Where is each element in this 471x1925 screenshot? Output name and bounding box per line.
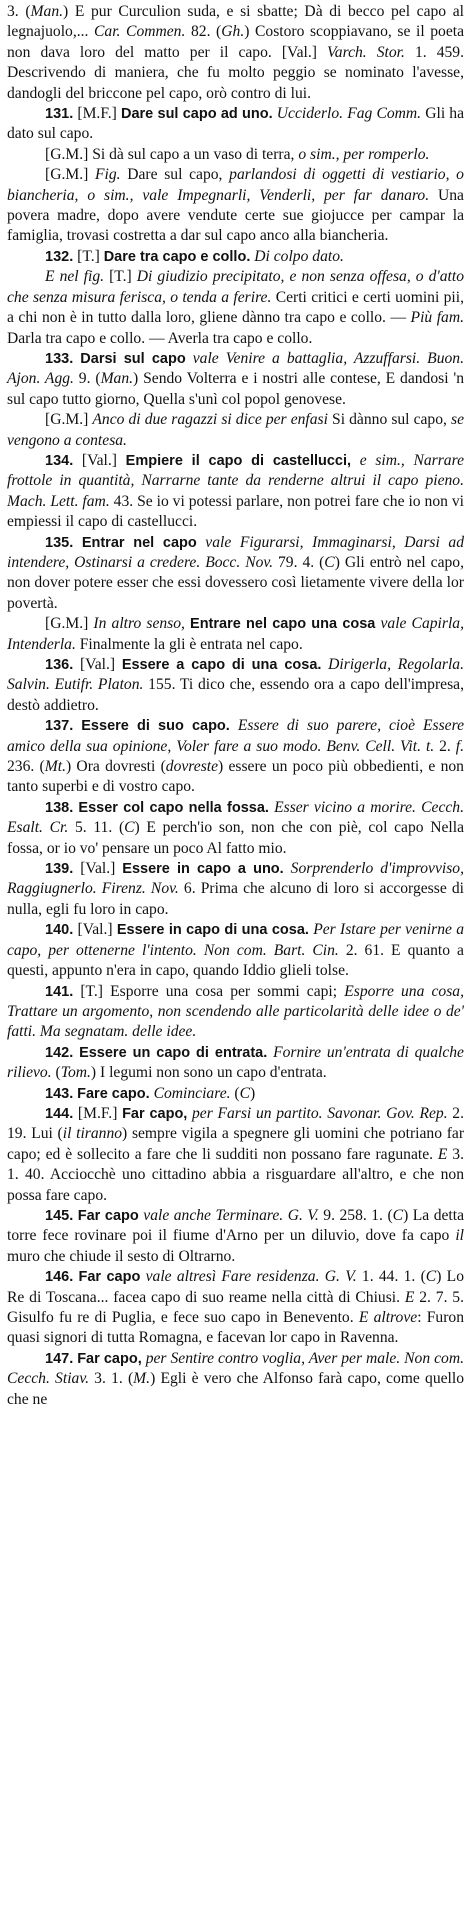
entry-number: 146. [45, 1269, 74, 1286]
entry-number: 134. [45, 452, 74, 469]
dictionary-entry-140 [7, 920, 464, 981]
italic-text: E [404, 1288, 415, 1306]
entry-headword: Essere di suo capo. [81, 718, 230, 735]
entry-number: 131. [45, 106, 74, 123]
italic-text: C [425, 1268, 437, 1286]
entry-number: 136. [45, 657, 74, 673]
entry-headword: Esser col capo nella fossa. [78, 799, 269, 816]
entry-text: [T.] [104, 268, 137, 286]
entry-number: 132. [45, 248, 74, 265]
entry-text: ) E pur Curculion suda, e si sbatte; Dà di becco pel capo al legnajuolo,... [7, 3, 464, 41]
dictionary-entry-137 [7, 716, 464, 798]
entry-text: 2. 7. 5. Gisulfo fu re di Puglia, e fece suo capo in Benevento. [7, 1288, 465, 1326]
italic-text: E nel fig. [45, 268, 105, 286]
entry-text: Gli ha dato sul capo. [7, 105, 465, 143]
entry-text: 155. Ti dico che, essendo ora a capo dell'impresa, destò addietro. [7, 676, 464, 714]
italic-text: E [437, 1145, 448, 1163]
text-column [7, 2, 464, 1410]
italic-text: o sim., per romperlo. [298, 145, 430, 163]
italic-text: Man. [30, 3, 64, 20]
italic-text: vale Capirla, Intenderla. [7, 615, 464, 653]
entry-text: ( [51, 1064, 61, 1082]
entry-headword: Essere a capo di una cosa. [121, 657, 322, 673]
italic-text: Gh. [221, 23, 245, 41]
entry-text: ) [250, 1084, 256, 1102]
entry-text: Darla tra capo e collo. — Averla tra capo e collo. [7, 329, 313, 347]
dictionary-entry-131-gm [7, 145, 464, 165]
entry-number: 142. [45, 1044, 74, 1061]
entry-text: [T.] [73, 247, 104, 265]
dictionary-entry-136 [7, 655, 464, 716]
dictionary-entry-135-gm [7, 614, 464, 655]
entry-text: [Val.] [73, 921, 117, 939]
entry-text: 6. Prima che alcuno di loro si accorgesse di nulla, egli fu loro in capo. [7, 880, 464, 918]
entry-headword: Dare tra capo e collo. [103, 248, 251, 265]
italic-text: C [124, 819, 135, 837]
entry-headword: Dare sul capo ad uno. [121, 106, 273, 123]
italic-text: per Sentire contro voglia, Aver per male. Non com. Cecch. Stiav. [7, 1349, 464, 1388]
entry-text: ) La detta torre fece rovinare poi il fiume d'Arno per un diluvio, dove fa capo [7, 1206, 465, 1245]
italic-text: Per Istare per venirne a capo, per ottenerne l'intento. Non com. Bart. Cin. [7, 921, 464, 959]
italic-text: C [324, 553, 335, 571]
entry-text: ) Ora dovresti ( [65, 758, 166, 776]
entry-text: ) Sendo Volterra e i nostri alle contese, E dandosi 'n sul capo tutto giorno, Quella s'unì col popol genovese. [7, 370, 465, 408]
dictionary-entry-146 [7, 1267, 464, 1349]
italic-text: Fig. [95, 166, 121, 184]
entry-text: muro che chiude il sesto di Oltrarno. [7, 1247, 236, 1265]
italic-text: vale altresì Fare residenza. G. V. [140, 1268, 357, 1286]
entry-text: [G.M.] [45, 615, 94, 633]
entry-text: ) essere un poco più obbedienti, e non tanto superbi e di vostro capo. [7, 758, 464, 796]
entry-text: [Val.] [73, 860, 123, 878]
entry-headword: Entrar nel capo [81, 534, 197, 551]
italic-text: parlandosi di oggetti di vestiario, o biancheria, o sim., vale Impegnarli, Venderli, per far danaro. [7, 166, 464, 204]
italic-text: E altrove [358, 1309, 418, 1326]
entry-text [73, 534, 82, 551]
entry-headword: Empiere il capo di castellucci, [125, 452, 352, 469]
italic-text: Di colpo dato. [250, 247, 344, 265]
entry-text: Dare sul capo, [120, 166, 230, 184]
entry-text: [T.] Esporre una cosa per sommi capi; [73, 982, 345, 1000]
dictionary-entry-131 [7, 104, 464, 145]
italic-text: vale anche Terminare. G. V. [138, 1206, 319, 1224]
entry-number: 141. [45, 983, 74, 1000]
entry-text: ) Lo Re di Toscana... facea capo di suo reame nella città di Chiusi. [7, 1268, 464, 1306]
dictionary-entry-133-gm [7, 410, 464, 451]
dictionary-entry-134 [7, 451, 464, 533]
dictionary-entry-144 [7, 1104, 464, 1206]
entry-text: [G.M.] [45, 411, 93, 429]
entry-text: 2. 19. Lui ( [7, 1104, 464, 1143]
entry-text: Certi critici e certi uomini pii, a chi non è in tutto dalla loro, gliene dànno tra capo e collo. — [7, 288, 464, 327]
entry-text: 3. 1. ( [88, 1370, 134, 1388]
italic-text: Tom. [60, 1064, 91, 1082]
entry-headword: Far capo, [77, 1350, 142, 1367]
entry-headword: Essere in capo di una cosa. [116, 922, 309, 939]
entry-text: 82. ( [185, 23, 222, 41]
italic-text: il tiranno [62, 1125, 123, 1143]
entry-headword: Far capo [77, 1207, 139, 1224]
entry-text: 79. 4. ( [273, 553, 325, 571]
dictionary-entry-141 [7, 982, 464, 1043]
entry-headword: Essere un capo di entrata. [79, 1044, 268, 1061]
italic-text: vale Figurarsi, Immaginarsi, Darsi ad intendere, Ostinarsi a credere. Bocc. Nov. [7, 533, 464, 571]
italic-text: Cominciare. [149, 1084, 231, 1102]
entry-number: 137. [45, 718, 74, 735]
entry-text: ) Costoro scoppiavano, se il poeta non dava loro del matto per il capo. [Val.] [7, 23, 465, 61]
italic-text: In altro senso, [93, 615, 185, 633]
entry-text: [G.M.] [45, 166, 95, 184]
italic-text: f. [455, 737, 464, 755]
italic-text: se vengono a contesa. [7, 411, 465, 449]
italic-text: Man. [100, 370, 134, 388]
entry-text: 236. ( [7, 758, 45, 776]
entry-number: 144. [45, 1105, 74, 1122]
italic-text: Sorprenderlo d'improvviso, Raggiugnerlo. Firenz. Nov. [7, 860, 464, 898]
italic-text: Car. Commen. [94, 23, 186, 41]
entry-text: 9. ( [73, 370, 101, 388]
italic-text: M. [133, 1370, 151, 1388]
entry-text: [M.F.] [73, 1104, 123, 1122]
italic-text: Esser vicino a morire. Cecch. Esalt. Cr. [7, 798, 464, 837]
italic-text: per Farsi un partito. Savonar. Gov. Rep. [187, 1104, 448, 1122]
entry-number: 133. [45, 350, 74, 367]
italic-text: Fornire un'entrata di qualche rilievo. [7, 1043, 464, 1082]
dictionary-entry-133 [7, 349, 464, 410]
entry-text: 5. 11. ( [68, 819, 125, 837]
dictionary-entry-intro [7, 2, 464, 104]
entry-text: 1. 44. 1. ( [356, 1268, 426, 1286]
italic-text: Essere di suo parere, cioè Essere amico della sua opinione, Voler fare a suo modo. Benv. Cell. Vit. [7, 717, 464, 755]
entry-text: [Val.] [73, 656, 122, 673]
dictionary-entry-143 [7, 1084, 464, 1104]
entry-text: ) I legumi non sono un capo d'entrata. [90, 1064, 327, 1082]
italic-text: Anco di due ragazzi si dice per enfasi [92, 411, 328, 429]
italic-text: C [239, 1084, 251, 1102]
italic-text: Più fam. [410, 309, 464, 327]
dictionary-entry-145 [7, 1206, 464, 1267]
italic-text: C [392, 1206, 404, 1224]
italic-text: il [455, 1227, 464, 1245]
italic-text: t. [425, 737, 435, 755]
italic-text: Esporre una cosa, Trattare un argomento, non scendendo alle particolarità delle idee o de' fatti. Ma segnatam. delle idee. [7, 982, 464, 1041]
entry-text: Una povera madre, dopo avere vendute certe sue giojucce per campar la famiglia, trovasi costretta a dar sul capo anco alla biancheria. [7, 186, 464, 245]
entry-number: 143. [45, 1085, 74, 1102]
dictionary-entry-132 [7, 247, 464, 267]
entry-text: 43. Se io vi potessi parlare, non potrei fare che io non vi empiessi il capo di castellucci. [7, 492, 464, 531]
entry-text: 9. 258. 1. ( [318, 1206, 393, 1224]
entry-number: 147. [45, 1350, 74, 1367]
entry-text: [G.M.] Si dà sul capo a un vaso di terra, [45, 145, 299, 163]
entry-text: [Val.] [73, 451, 126, 469]
entry-text: 3. ( [7, 3, 31, 20]
entry-headword: Fare capo. [77, 1085, 150, 1102]
entry-text: 1. 459. Descrivendo di maniera, che fu molto peggio se nominato l'avesse, dandogli del briccone pel capo, orò contro di lui. [7, 43, 464, 102]
entry-text: 3. 1. 40. Acciocchè uno cittadino abbia a risguardare all'altro, e che non possa fare capo. [7, 1145, 465, 1204]
italic-text: dovreste [165, 758, 219, 776]
entry-text: : Furon quasi signori di tutta Romagna, e facevan lor capo in Ravenna. [7, 1309, 464, 1347]
entry-text: ) E perch'io son, non che con piè, col capo Nella fossa, or io vo' pensare un poco Al fatto mio. [7, 819, 464, 857]
dictionary-entry-142 [7, 1043, 464, 1084]
entry-headword: Darsi sul capo [80, 350, 186, 367]
entry-number: 135. [45, 534, 74, 551]
entry-number: 139. [45, 861, 74, 878]
italic-text: Di giudizio precipitato, e non senza offesa, o d'atto che senza misura ferisca, o tenda a ferire. [7, 268, 465, 306]
entry-text: ) Gli entrò nel capo, non dover potere esser che essi dovessero così lietamente vivere della lor povertà. [7, 553, 465, 612]
entry-number: 138. [45, 799, 74, 816]
entry-headword: Essere in capo a uno. [122, 861, 284, 878]
italic-text: e sim., Narrare frottole in quantità, Narrarne tante da renderne altrui il capo pieno. Mach. Lett. fam. [7, 451, 464, 510]
entry-headword: Far capo [78, 1269, 141, 1286]
entry-text: ( [230, 1084, 240, 1102]
entry-text: Si dànno sul capo, [327, 411, 452, 429]
italic-text: Dirigerla, Regolarla. Salvin. Eutifr. Platon. [7, 656, 464, 694]
entry-text: 2. 61. E quanto a questi, appunto n'era in capo, quando Iddio glieli tolse. [7, 941, 464, 980]
dictionary-entry-147 [7, 1349, 464, 1410]
dictionary-entry-132-fig [7, 267, 464, 349]
entry-text: Finalmente la gli è entrata nel capo. [75, 635, 303, 653]
dictionary-entry-131-gm-fig [7, 165, 464, 247]
dictionary-entry-135 [7, 533, 464, 615]
dictionary-entry-138 [7, 798, 464, 859]
entry-headword: Entrare nel capo una cosa [190, 616, 376, 633]
entry-text: 2. [434, 737, 456, 755]
entry-number: 145. [45, 1207, 74, 1224]
entry-text: [M.F.] [73, 105, 121, 123]
entry-text: ) Egli è vero che Alfonso farà capo, come quello che ne [7, 1370, 464, 1408]
entry-text: ) sempre vigila a spegnere gli uomini che potriano far capo; ed è sollecito a fare che li sudditi non possano fare ragunate. [7, 1125, 465, 1163]
italic-text: Varch. Stor. [326, 43, 405, 61]
italic-text: vale Venire a battaglia, Azzuffarsi. Buon. Ajon. Agg. [7, 349, 464, 388]
italic-text: Ucciderlo. Fag Comm. [272, 105, 422, 123]
entry-number: 140. [45, 922, 74, 939]
italic-text: Mt. [44, 758, 66, 776]
entry-headword: Far capo, [122, 1105, 188, 1122]
dictionary-entry-139 [7, 859, 464, 920]
